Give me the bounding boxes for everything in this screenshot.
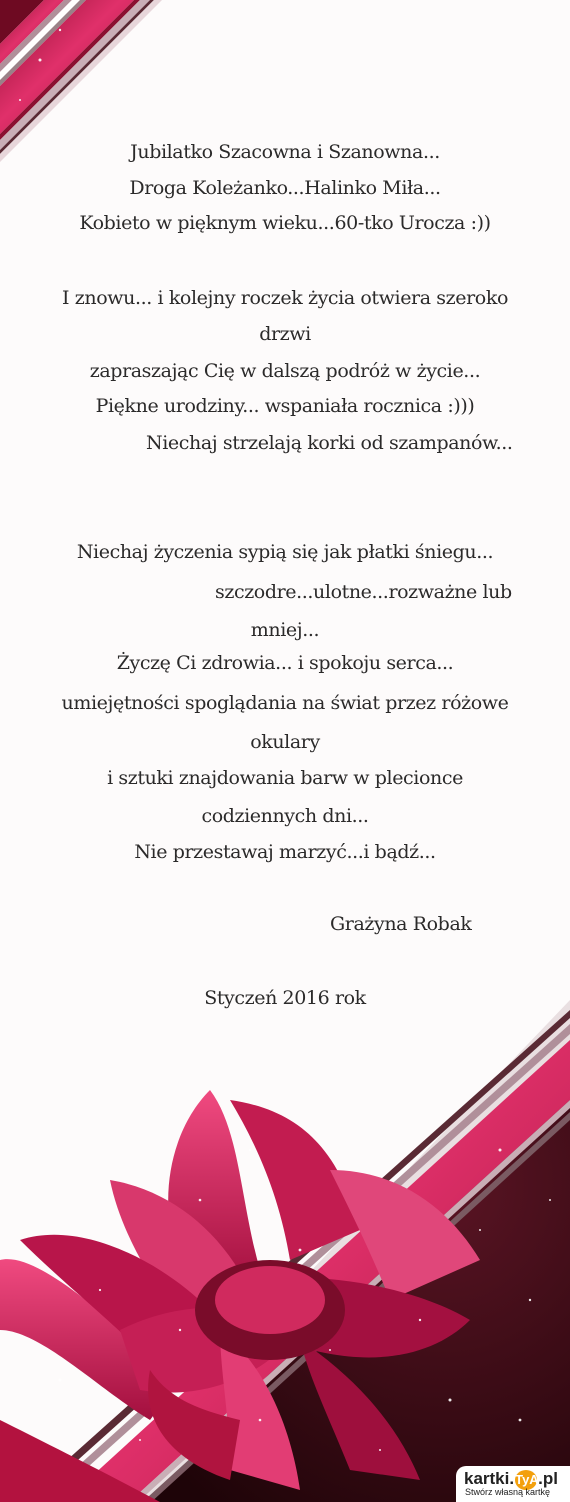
- wish-line-8: codziennych dni...: [201, 805, 369, 827]
- verse-line-4: Piękne urodziny... wspaniała rocznica :))): [95, 395, 475, 417]
- wish-line-5: umiejętności spoglądania na świat przez różowe: [61, 692, 509, 714]
- kartki-logo[interactable]: [456, 1466, 570, 1502]
- verse-line-5: Niechaj strzelają korki od szampanów...: [146, 432, 513, 454]
- wish-line-2: szczodre...ulotne...rozważne lub: [215, 581, 512, 603]
- greeting-line-3: Kobieto w pięknym wieku...60-tko Urocza :)): [79, 212, 491, 234]
- wish-line-6: okulary: [250, 731, 320, 753]
- verse-line-1: I znowu... i kolejny roczek życia otwiera szeroko: [62, 287, 508, 309]
- wish-line-7: i sztuki znajdowania barw w plecionce: [107, 767, 463, 789]
- wish-line-4: Życzę Ci zdrowia... i spokoju serca...: [116, 652, 454, 674]
- wish-line-1: Niechaj życzenia sypią się jak płatki śniegu...: [76, 541, 494, 563]
- logo-suffix: .pl: [538, 1469, 558, 1488]
- wish-line-9: Nie przestawaj marzyć...i bądź...: [134, 841, 436, 863]
- verse-line-2: drzwi: [259, 323, 311, 345]
- greeting-line-1: Jubilatko Szacowna i Szanowna...: [130, 141, 440, 163]
- logo-badge: TyA: [515, 1470, 537, 1490]
- signature: Grażyna Robak: [330, 913, 472, 935]
- date-line: Styczeń 2016 rok: [204, 987, 366, 1009]
- wish-line-3: mniej...: [250, 619, 320, 641]
- logo-tagline: Stwórz własną kartkę: [465, 1487, 551, 1497]
- greeting-line-2: Droga Koleżanko...Halinko Miła...: [129, 177, 441, 199]
- verse-line-3: zapraszając Cię w dalszą podróż w życie...: [89, 360, 481, 382]
- logo-prefix: kartki.: [464, 1469, 515, 1488]
